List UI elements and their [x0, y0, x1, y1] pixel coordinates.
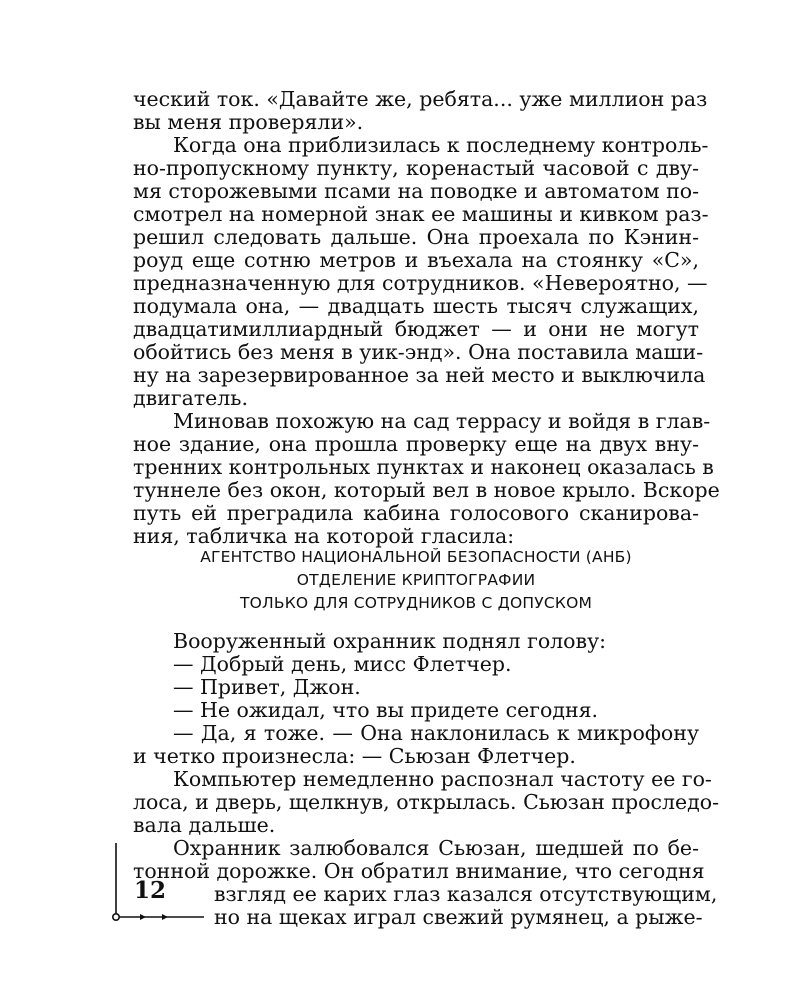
text-line: взгляд ее карих глаз казался отсутствующим, [214, 882, 718, 906]
page-number: 12 [134, 877, 167, 904]
folio-ring [113, 914, 119, 920]
text-line: ну на зарезервированное за ней место и выключила [133, 363, 706, 387]
text-line: тренних контрольных пунктах и наконец оказалась в [133, 455, 714, 479]
text-line: решил следовать дальше. Она проехала по Кэнин- [133, 225, 699, 249]
text-line: Вооруженный охранник поднял голову: [173, 629, 607, 653]
text-line: вы меня проверяли». [133, 110, 364, 134]
text-line: мя сторожевыми псами на поводке и автоматом по- [133, 179, 699, 203]
text-line: но-пропускному пункту, коренастый часовой с дву- [133, 156, 699, 180]
text-line: предназначенную для сотрудников. «Невероятно, — [133, 271, 708, 295]
text-line: и четко произнесла: — Сьюзан Флетчер. [133, 744, 576, 768]
dialogue-line: — Не ожидал, что вы придете сегодня. [173, 698, 599, 722]
dialogue-line: — Добрый день, мисс Флетчер. [173, 652, 512, 676]
text-line: путь ей преградила кабина голосового сканирова- [133, 501, 699, 525]
text-line: Миновав похожую на сад террасу и войдя в глав- [173, 409, 711, 433]
sign-department: ОТДЕЛЕНИЕ КРИПТОГРАФИИ [296, 571, 536, 589]
sign-agency: АГЕНТСТВО НАЦИОНАЛЬНОЙ БЕЗОПАСНОСТИ (АНБ) [200, 548, 632, 566]
text-line: подумала она, — двадцать шесть тысяч служащих, [133, 294, 699, 318]
text-line: двадцатимиллиардный бюджет — и они не могут [133, 317, 699, 341]
text-line: двигатель. [133, 386, 248, 410]
text-line: обойтись без меня в уик-энд». Она поставила маши- [133, 340, 704, 364]
text-line: тонной дорожке. Он обратил внимание, что сегодня [133, 859, 705, 883]
text-line: вала дальше. [133, 813, 276, 837]
text-line: роуд еще сотню метров и въехала на стоянку «С», [133, 248, 699, 272]
text-line: смотрел на номерной знак ее машины и кивком раз- [133, 202, 709, 226]
text-line: туннеле без окон, который вел в новое крыло. Вскоре [133, 478, 720, 502]
folio-arrow [140, 914, 146, 920]
folio-arrow [162, 914, 168, 920]
dialogue-line: — Да, я тоже. — Она наклонилась к микрофону [173, 721, 699, 745]
text-line: Когда она приблизилась к последнему контроль- [173, 133, 709, 157]
dialogue-line: — Привет, Джон. [173, 675, 361, 699]
text-line: ческий ток. «Давайте же, ребята... уже миллион раз [133, 87, 708, 111]
text-line: лоса, и дверь, щелкнув, открылась. Сьюзан проследо- [133, 790, 720, 814]
text-line: Охранник залюбовался Сьюзан, шедшей по бе- [173, 836, 699, 860]
text-line: ное здание, она прошла проверку еще на двух вну- [133, 432, 699, 456]
text-line: ния, табличка на которой гласила: [133, 524, 515, 548]
text-line: но на щеках играл свежий румянец, а рыже- [214, 905, 703, 929]
text-line: Компьютер немедленно распознал частоту ее го- [173, 767, 712, 791]
sign-access: ТОЛЬКО ДЛЯ СОТРУДНИКОВ С ДОПУСКОМ [239, 594, 593, 612]
